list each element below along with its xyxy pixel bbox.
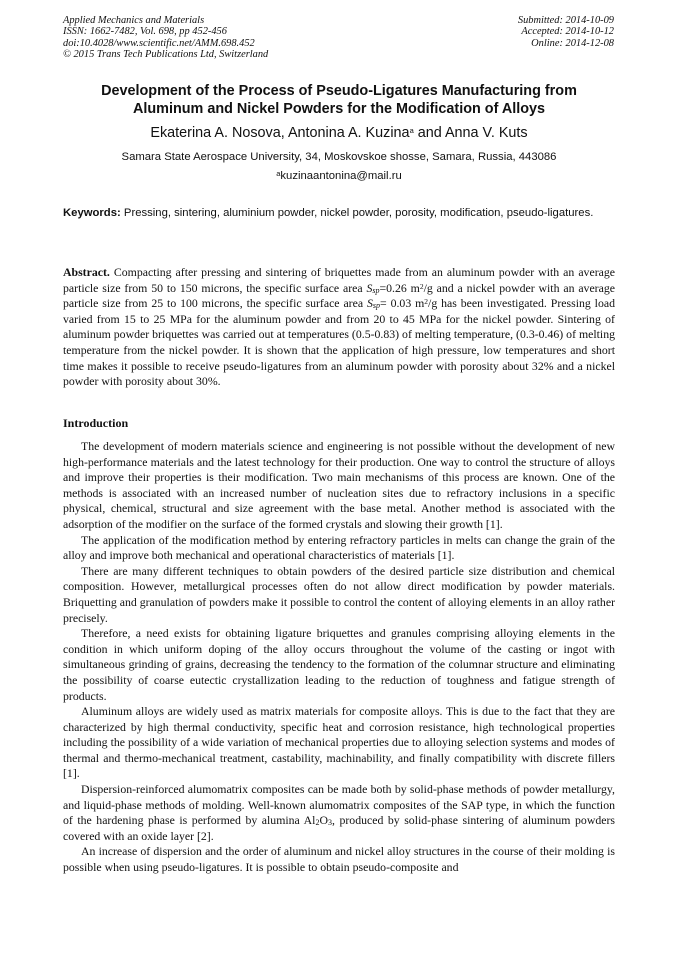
ssp-subscript: sp (372, 285, 380, 295)
journal-info (63, 15, 268, 60)
ssp-symbol: S (366, 280, 373, 295)
online-date: Online: 2014-12-08 (531, 37, 614, 49)
subscript: 2 (315, 818, 320, 828)
submitted-date: Submitted: 2014-10-09 (517, 15, 614, 26)
authors-part-1: Ekaterina A. Nosova, Antonina A. Kuzina (150, 125, 410, 141)
paragraph-text: , produced by solid-phase sintering of aluminum powders covered with an oxide layer [2]. (63, 813, 615, 843)
paragraph (63, 782, 615, 844)
introduction-body (63, 439, 615, 876)
abstract (63, 265, 615, 390)
author-affiliation-mark: a (409, 126, 414, 135)
accepted-date: Accepted: 2014-10-12 (521, 26, 614, 38)
affiliation: Samara State Aerospace University, 34, Moskovskoe shosse, Samara, Russia, 443086 (121, 151, 557, 163)
email-address: kuzinaantonina@mail.ru (280, 170, 402, 182)
abstract-text-3: /g and a nickel powder with an average particle size from 25 to 100 microns, the specific surface area (63, 280, 615, 311)
abstract-text-5: /g has been investigated. Pressing load varied from 15 to 25 MPa for the aluminum powder and from 20 to 45 MPa for the nickel powder. Sintering of aluminum powder briquettes was carried out at temperatures (0.5-0.83) of melting temperature, (0.3-0.46) of melting temperature from the nickel powder. It is shown that the application of high pressure, low temperatures and short time makes it possible to receive pseudo-ligatures from an aluminum powder with porosity about 32% and a nickel powder with porosity about 30%. (63, 296, 615, 389)
abstract-text-4: = 0.03 m (380, 296, 425, 311)
paragraph: Aluminum alloys are widely used as matrix materials for composite alloys. This is due to the fact that they are characterized by high thermal conductivity, specific heat and corrosion resistance, high technological properties including the possibility of a wide variation of mechanical properties due to alloying selection systems and modes of thermal and thermo-mechanical treatment, castability, machinability, and finally compatibility with discrete fillers [1]. (63, 704, 615, 781)
abstract-text-1: Compacting after pressing and sintering of briquettes made from an aluminum powder with an average particle size from 50 to 150 microns, the specific surface area (63, 265, 615, 295)
title-line-2: Aluminum and Nickel Powders for the Modification of Alloys (132, 101, 546, 117)
journal-name: Applied Mechanics and Materials (63, 15, 205, 26)
paragraph: An increase of dispersion and the order of aluminum and nickel alloy structures in the course of their molding is possible when using pseudo-ligatures. It is possible to obtain pseudo-composite and (63, 844, 615, 875)
keywords (63, 206, 615, 221)
paragraph: Therefore, a need exists for obtaining ligature briquettes and granules comprising alloying elements in the condition in which uniform doping of the alloy occurs throughout the volume of the casting or ingot with simultaneous grinding of grains, decreasing the tendency to the formation of the columnar structure and eliminating the possibility of coarse eutectic crystallization leading to the reduction of toughness and fatigue strength of products. (63, 626, 615, 703)
author-list (40, 123, 638, 143)
paper-title (40, 82, 638, 118)
doi-line: doi:10.4028/www.scientific.net/AMM.698.452 (63, 37, 255, 49)
contact-email (40, 169, 638, 183)
paragraph: The application of the modification method by entering refractory particles in melts can change the grain of the alloy and improve both mechanical and operational characteristics of materials [1]. (63, 532, 615, 563)
keywords-label: Keywords: (63, 207, 121, 219)
ssp-symbol: S (366, 296, 373, 311)
authors-part-2: and Anna V. Kuts (413, 125, 528, 141)
paragraph: The development of modern materials science and engineering is not possible without the development of new high-performance materials and the latest technology for their production. One way to control the structure of alloys and improve their properties is their modification. Two main mechanisms of this process are known. One of the methods is associated with an increased number of nucleation sites due to refractory inclusions in a specific physical, chemical, structural and size agreement with the base metal. Another method is associated with the adsorption of the modifier on the surface of the formed crystals and slowing their growth [1]. (63, 439, 615, 531)
paragraph-text: Dispersion-reinforced alumomatrix composites can be made both by solid-phase methods of powder metallurgy, and liquid-phase methods of molding. Well-known alumomatrix composites of the SAP type, in which the function of the hardening phase is performed by alumina Al (63, 782, 615, 828)
abstract-text-2: =0.26 m (379, 280, 420, 295)
abstract-label: Abstract. (63, 265, 110, 279)
ssp-subscript: sp (372, 301, 381, 311)
superscript-2: 2 (419, 281, 424, 291)
superscript-2: 2 (424, 297, 429, 307)
publication-dates (518, 15, 614, 49)
paragraph-text: O (319, 813, 328, 828)
subscript: 3 (327, 818, 332, 828)
email-affiliation-mark: a (276, 169, 281, 178)
title-line-1: Development of the Process of Pseudo-Ligatures Manufacturing from (101, 83, 577, 99)
issn-line: ISSN: 1662-7482, Vol. 698, pp 452-456 (63, 26, 227, 38)
section-heading-introduction: Introduction (63, 416, 129, 430)
copyright-line: © 2015 Trans Tech Publications Ltd, Switzerland (63, 48, 269, 60)
keywords-text: Pressing, sintering, aluminium powder, nickel powder, porosity, modification, pseudo-ligatures. (120, 207, 594, 219)
paragraph: There are many different techniques to obtain powders of the desired particle size distribution and chemical composition. However, metallurgical processes often do not allow direct modification by powder materials. Briquetting and granulation of powders make it possible to control the content of alloying elements in an alloy rather precisely. (63, 563, 615, 625)
